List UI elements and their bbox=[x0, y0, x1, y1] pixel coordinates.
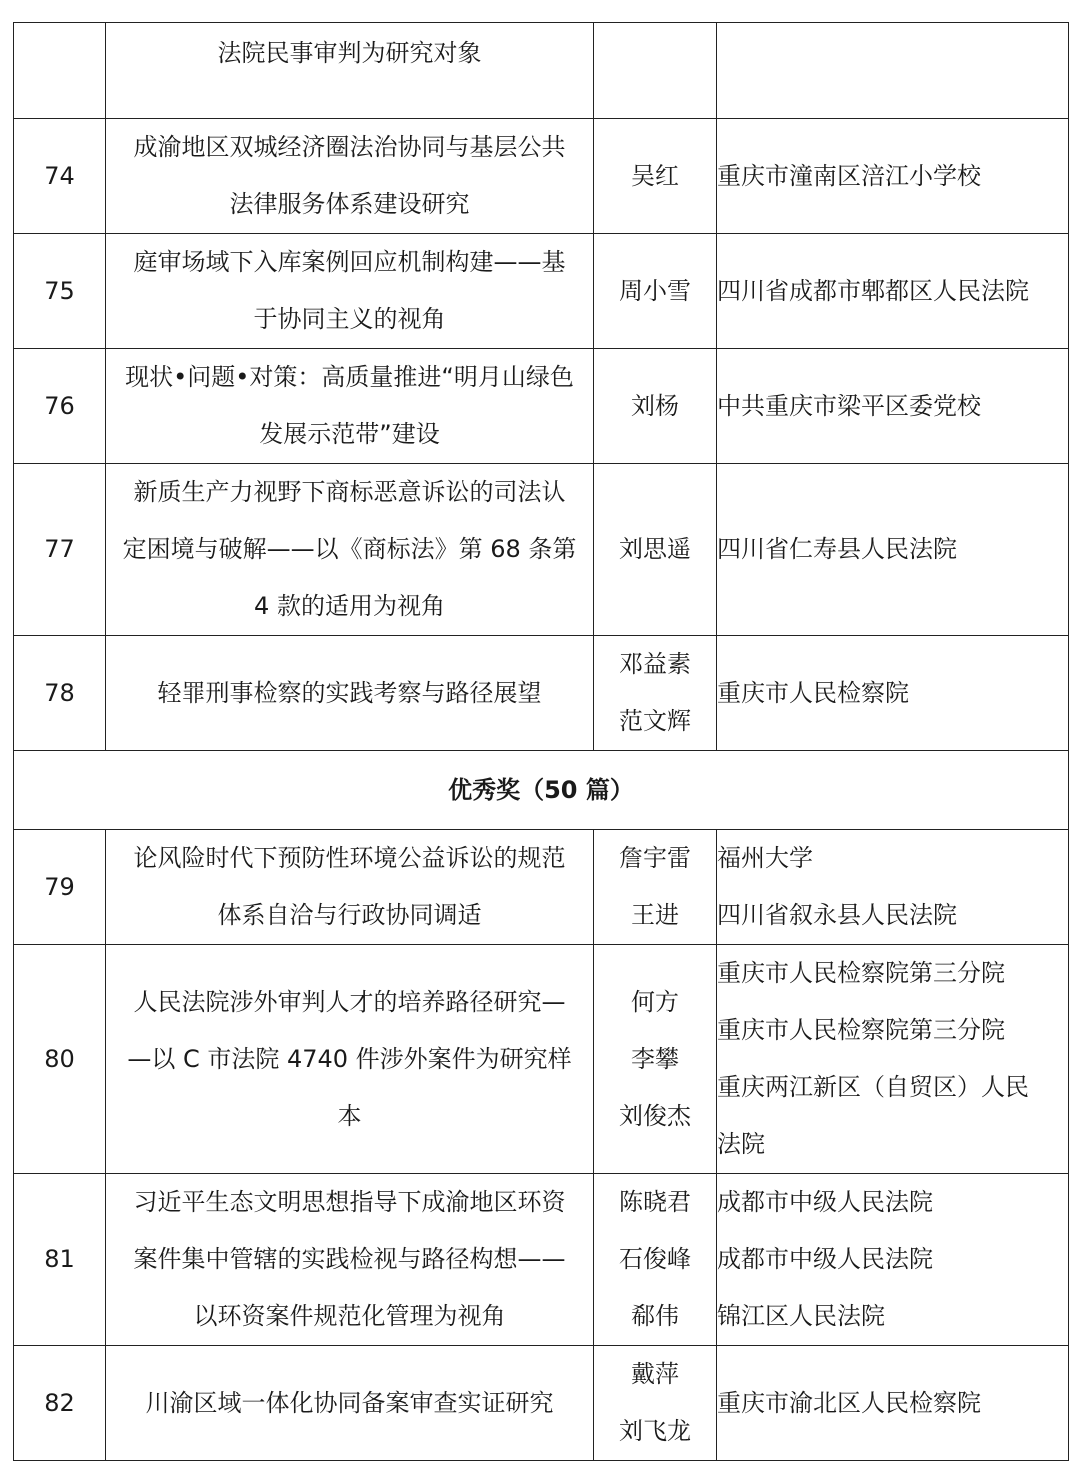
cell-number: 80 bbox=[14, 945, 106, 1174]
cell-number: 82 bbox=[14, 1346, 106, 1461]
title-line: 4 款的适用为视角 bbox=[254, 592, 445, 620]
title-line: 定困境与破解——以《商标法》第 68 条第 bbox=[122, 535, 577, 563]
cell-number bbox=[14, 23, 106, 119]
unit-name: 法院 bbox=[717, 1130, 765, 1158]
author-name: 范文辉 bbox=[619, 707, 691, 735]
cell-authors bbox=[594, 119, 717, 234]
title-line: —以 C 市法院 4740 件涉外案件为研究样 bbox=[127, 1044, 572, 1073]
author-name: 戴萍 bbox=[631, 1360, 679, 1388]
title-line: 法院民事审判为研究对象 bbox=[217, 39, 482, 67]
title-line: 成渝地区双城经济圈法治协同与基层公共 bbox=[133, 133, 566, 161]
author-name: 周小雪 bbox=[619, 276, 691, 305]
unit-name: 四川省成都市郫都区人民法院 bbox=[717, 276, 1029, 305]
title-line: 于协同主义的视角 bbox=[253, 305, 446, 333]
author-name: 刘飞龙 bbox=[619, 1417, 691, 1445]
table-row-continuation bbox=[14, 23, 1069, 119]
cell-title bbox=[106, 349, 594, 464]
author-name: 詹宇雷 bbox=[619, 844, 691, 872]
cell-units bbox=[717, 23, 1069, 119]
table-row bbox=[14, 636, 1069, 751]
author-name: 邓益素 bbox=[619, 650, 691, 678]
unit-name: 重庆市人民检察院 bbox=[717, 678, 909, 707]
unit-name: 中共重庆市梁平区委党校 bbox=[717, 391, 981, 420]
unit-name: 重庆市渝北区人民检察院 bbox=[717, 1388, 981, 1417]
cell-authors bbox=[594, 636, 717, 751]
cell-units bbox=[717, 119, 1069, 234]
table-row bbox=[14, 1346, 1069, 1461]
author-name: 王进 bbox=[631, 901, 679, 929]
title-line: 案件集中管辖的实践检视与路径构想—— bbox=[133, 1245, 566, 1273]
table-row bbox=[14, 1174, 1069, 1346]
cell-units bbox=[717, 830, 1069, 945]
table-row bbox=[14, 349, 1069, 464]
unit-name: 福州大学 bbox=[717, 844, 813, 872]
title-line: 新质生产力视野下商标恶意诉讼的司法认 bbox=[133, 478, 566, 506]
unit-name: 四川省仁寿县人民法院 bbox=[717, 535, 957, 563]
cell-title bbox=[106, 234, 594, 349]
cell-number: 81 bbox=[14, 1174, 106, 1346]
author-name: 何方 bbox=[631, 987, 679, 1016]
unit-name: 锦江区人民法院 bbox=[717, 1302, 885, 1330]
author-name: 石俊峰 bbox=[619, 1245, 691, 1273]
cell-authors bbox=[594, 464, 717, 636]
author-name: 郗伟 bbox=[631, 1302, 679, 1330]
cell-title bbox=[106, 23, 594, 119]
cell-number: 75 bbox=[14, 234, 106, 349]
unit-name: 成都市中级人民法院 bbox=[717, 1188, 933, 1216]
cell-authors bbox=[594, 945, 717, 1174]
cell-authors bbox=[594, 234, 717, 349]
cell-units bbox=[717, 234, 1069, 349]
cell-title bbox=[106, 1174, 594, 1346]
cell-title bbox=[106, 119, 594, 234]
title-line: 川渝区域一体化协同备案审查实证研究 bbox=[145, 1388, 554, 1417]
cell-title bbox=[106, 830, 594, 945]
title-line: 法律服务体系建设研究 bbox=[229, 190, 470, 218]
cell-units bbox=[717, 464, 1069, 636]
title-line: 本 bbox=[337, 1101, 362, 1130]
awards-table bbox=[13, 22, 1069, 1461]
unit-name: 重庆两江新区（自贸区）人民 bbox=[717, 1073, 1029, 1101]
title-line: 现状•问题•对策：高质量推进“明月山绿色 bbox=[125, 363, 574, 391]
cell-title bbox=[106, 945, 594, 1174]
unit-name: 成都市中级人民法院 bbox=[717, 1245, 933, 1273]
author-name: 李攀 bbox=[631, 1044, 679, 1073]
awards-table-body bbox=[14, 23, 1069, 1461]
title-line: 轻罪刑事检察的实践考察与路径展望 bbox=[157, 678, 542, 707]
cell-units bbox=[717, 349, 1069, 464]
table-row bbox=[14, 830, 1069, 945]
cell-authors bbox=[594, 1174, 717, 1346]
title-line: 庭审场域下入库案例回应机制构建——基 bbox=[133, 248, 566, 276]
table-row bbox=[14, 119, 1069, 234]
author-name: 吴红 bbox=[631, 161, 679, 190]
title-line: 习近平生态文明思想指导下成渝地区环资 bbox=[133, 1188, 566, 1216]
cell-number: 79 bbox=[14, 830, 106, 945]
cell-number: 78 bbox=[14, 636, 106, 751]
author-name: 刘思遥 bbox=[619, 535, 691, 563]
cell-number: 74 bbox=[14, 119, 106, 234]
cell-units bbox=[717, 636, 1069, 751]
author-name: 刘俊杰 bbox=[619, 1101, 691, 1130]
unit-name: 重庆市潼南区涪江小学校 bbox=[717, 161, 981, 190]
author-name: 刘杨 bbox=[631, 391, 679, 420]
title-line: 发展示范带”建设 bbox=[259, 420, 440, 448]
author-name: 陈晓君 bbox=[619, 1188, 691, 1216]
cell-authors bbox=[594, 23, 717, 119]
cell-units bbox=[717, 945, 1069, 1174]
title-line: 人民法院涉外审判人才的培养路径研究— bbox=[133, 987, 566, 1016]
unit-name: 重庆市人民检察院第三分院 bbox=[717, 959, 1005, 987]
title-line: 体系自洽与行政协同调适 bbox=[217, 901, 482, 929]
section-header-row bbox=[14, 751, 1069, 830]
cell-title bbox=[106, 464, 594, 636]
cell-units bbox=[717, 1174, 1069, 1346]
table-row bbox=[14, 464, 1069, 636]
cell-authors bbox=[594, 1346, 717, 1461]
cell-number: 77 bbox=[14, 464, 106, 636]
cell-title bbox=[106, 636, 594, 751]
section-title: 优秀奖（50 篇） bbox=[14, 751, 1069, 830]
cell-authors bbox=[594, 830, 717, 945]
cell-title bbox=[106, 1346, 594, 1461]
unit-name: 四川省叙永县人民法院 bbox=[717, 901, 957, 929]
cell-number: 76 bbox=[14, 349, 106, 464]
title-line: 论风险时代下预防性环境公益诉讼的规范 bbox=[133, 844, 566, 872]
cell-units bbox=[717, 1346, 1069, 1461]
unit-name: 重庆市人民检察院第三分院 bbox=[717, 1016, 1005, 1044]
cell-authors bbox=[594, 349, 717, 464]
table-row bbox=[14, 234, 1069, 349]
title-line: 以环资案件规范化管理为视角 bbox=[193, 1302, 506, 1330]
table-row bbox=[14, 945, 1069, 1174]
